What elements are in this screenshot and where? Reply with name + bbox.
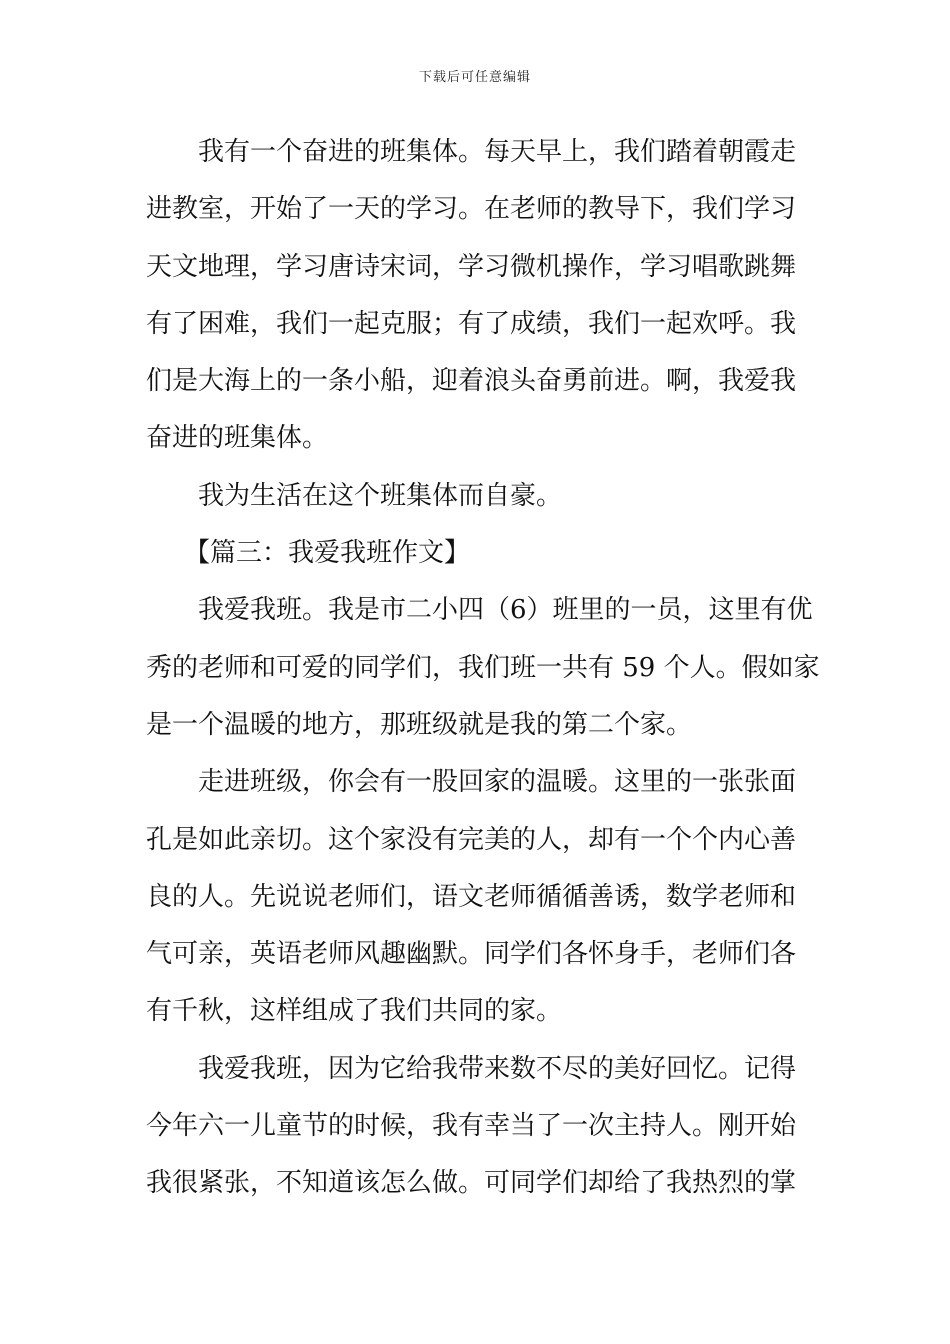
- document-body: [146, 124, 820, 1213]
- page-header: 下载后可任意编辑: [418, 70, 531, 85]
- text-line: 我有一个奋进的班集体。每天早上，我们踏着朝霞走: [198, 137, 797, 167]
- text-line: 天文地理，学习唐诗宋词，学习微机操作，学习唱歌跳舞: [146, 251, 797, 282]
- text-line: 今年六一儿童节的时候，我有幸当了一次主持人。刚开始: [146, 1111, 797, 1142]
- text-line: 气可亲，英语老师风趣幽默。同学们各怀身手，老师们各: [146, 939, 797, 970]
- text-line: 我很紧张，不知道该怎么做。可同学们却给了我热烈的掌: [146, 1168, 797, 1199]
- text-line: 我爱我班。我是市二小四（6）班里的一员，这里有优: [198, 595, 813, 626]
- text-line: 是一个温暖的地方，那班级就是我的第二个家。: [146, 709, 693, 740]
- text-line: 奋进的班集体。: [146, 423, 329, 454]
- text-line: 孔是如此亲切。这个家没有完美的人，却有一个个内心善: [146, 824, 797, 855]
- text-line: 进教室，开始了一天的学习。在老师的教导下，我们学习: [146, 194, 797, 225]
- text-line: 我为生活在这个班集体而自豪。: [198, 480, 563, 511]
- text-line: 走进班级，你会有一股回家的温暖。这里的一张张面: [198, 767, 797, 798]
- text-line: 良的人。先说说老师们，语文老师循循善诱，数学老师和: [146, 881, 797, 912]
- text-line: 有了困难，我们一起克服；有了成绩，我们一起欢呼。我: [146, 308, 797, 339]
- text-line: 们是大海上的一条小船，迎着浪头奋勇前进。啊，我爱我: [146, 366, 797, 397]
- section-heading: 【篇三：我爱我班作文】: [184, 538, 471, 569]
- text-line: 我爱我班，因为它给我带来数不尽的美好回忆。记得: [198, 1053, 797, 1084]
- text-line: 有千秋，这样组成了我们共同的家。: [146, 996, 563, 1027]
- text-line: 秀的老师和可爱的同学们，我们班一共有 59 个人。假如家: [146, 652, 820, 683]
